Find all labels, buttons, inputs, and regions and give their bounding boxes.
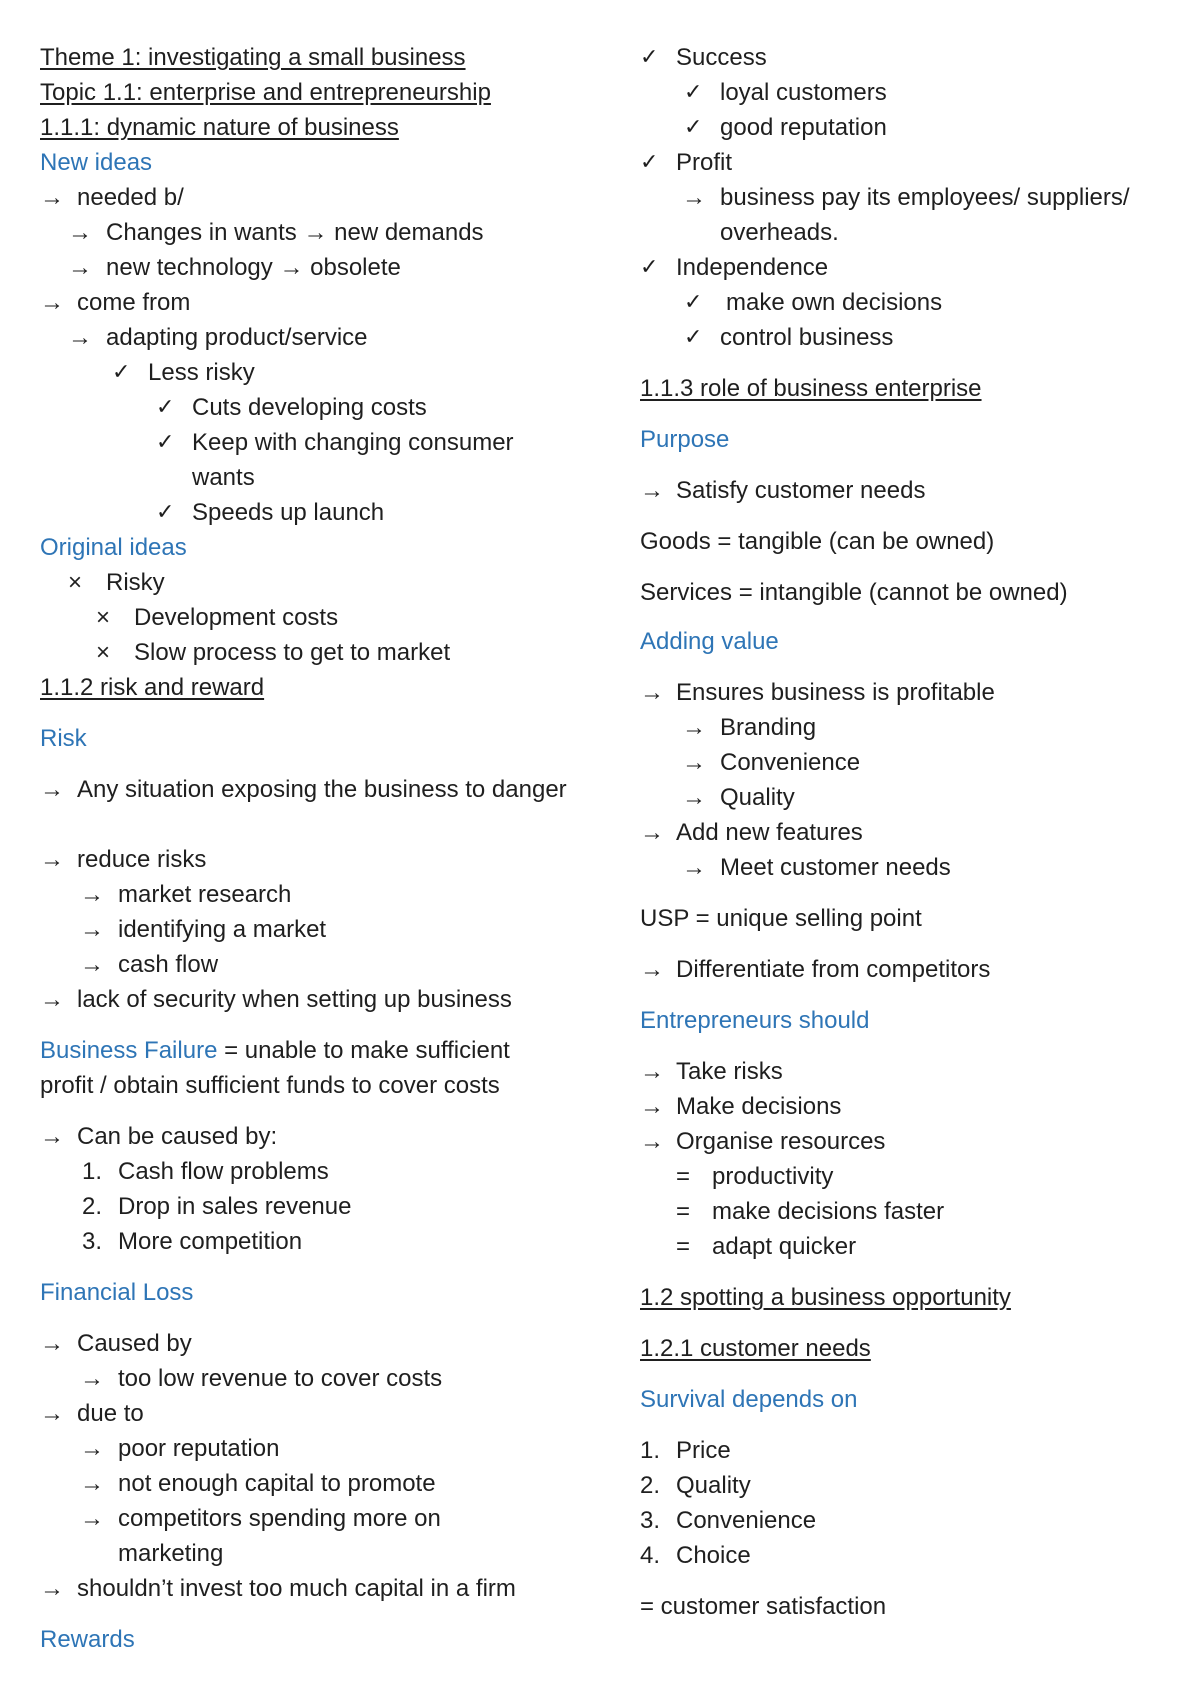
numbered-item: 2. Quality bbox=[640, 1472, 751, 1499]
numbered-item: 3. Convenience bbox=[640, 1507, 817, 1534]
theme-heading: Theme 1: investigating a small business bbox=[40, 44, 466, 71]
list-item: → competitors spending more on marketing bbox=[40, 1501, 600, 1571]
purpose-heading: Purpose bbox=[640, 426, 730, 453]
arrow-icon: → bbox=[80, 1365, 104, 1392]
list-item: → Caused by bbox=[40, 1326, 600, 1361]
list-item: → market research bbox=[40, 877, 600, 912]
list-item: → Can be caused by: bbox=[40, 1119, 600, 1154]
numbered-item: 1. Cash flow problems bbox=[82, 1158, 329, 1185]
services-definition: Services = intangible (cannot be owned) bbox=[640, 579, 1068, 606]
list-item: ✓ Profit bbox=[640, 145, 1180, 180]
rewards-heading: Rewards bbox=[40, 1626, 135, 1653]
list-item: → Ensures business is profitable bbox=[640, 675, 1180, 710]
list-item: ✓ Independence bbox=[640, 250, 1180, 285]
list-item: → not enough capital to promote bbox=[40, 1466, 600, 1501]
list-item: → cash flow bbox=[40, 947, 600, 982]
survival-heading: Survival depends on bbox=[640, 1386, 858, 1413]
arrow-icon: → bbox=[68, 254, 92, 281]
list-item: × Development costs bbox=[40, 600, 600, 635]
check-icon: ✓ bbox=[640, 150, 659, 175]
risk-heading: Risk bbox=[40, 725, 87, 752]
list-item: ✓ Success bbox=[640, 40, 1180, 75]
list-item: → Meet customer needs bbox=[640, 850, 1180, 885]
list-item: → shouldn’t invest too much capital in a firm bbox=[40, 1571, 600, 1606]
section-111-heading: 1.1.1: dynamic nature of business bbox=[40, 114, 399, 141]
list-item: ✓ Less risky bbox=[40, 355, 600, 390]
arrow-icon: → bbox=[640, 477, 664, 504]
arrow-icon: → bbox=[40, 289, 64, 316]
entrepreneurs-heading: Entrepreneurs should bbox=[640, 1007, 870, 1034]
customer-satisfaction-note: = customer satisfaction bbox=[640, 1593, 887, 1620]
list-item: → Make decisions bbox=[640, 1089, 1180, 1124]
list-item: × Risky bbox=[40, 565, 600, 600]
arrow-icon: → bbox=[40, 986, 64, 1013]
business-failure-definition-cont: profit / obtain sufficient funds to cover costs bbox=[40, 1072, 500, 1099]
section-113-heading: 1.1.3 role of business enterprise bbox=[640, 375, 982, 402]
adding-value-heading: Adding value bbox=[640, 628, 779, 655]
arrow-icon: → bbox=[640, 1128, 664, 1155]
arrow-icon: → bbox=[80, 916, 104, 943]
arrow-icon: → bbox=[80, 951, 104, 978]
list-item: → Any situation exposing the business to danger bbox=[40, 772, 600, 842]
new-ideas-heading: New ideas bbox=[40, 149, 153, 176]
arrow-icon: → bbox=[682, 854, 706, 881]
usp-definition: USP = unique selling point bbox=[640, 905, 922, 932]
list-item: ✓ good reputation bbox=[640, 110, 1180, 145]
list-item: = adapt quicker bbox=[640, 1229, 1180, 1264]
list-item: → identifying a market bbox=[40, 912, 600, 947]
original-ideas-heading: Original ideas bbox=[40, 534, 187, 561]
numbered-item: 1. Price bbox=[640, 1437, 731, 1464]
list-item: → Add new features bbox=[640, 815, 1180, 850]
check-icon: ✓ bbox=[156, 500, 175, 525]
arrow-icon: → bbox=[682, 184, 706, 211]
arrow-icon: → bbox=[682, 714, 706, 741]
check-icon: ✓ bbox=[684, 80, 703, 105]
equals-icon: = bbox=[676, 1233, 691, 1260]
list-item: → poor reputation bbox=[40, 1431, 600, 1466]
topic-heading: Topic 1.1: enterprise and entrepreneurship bbox=[40, 79, 491, 106]
check-icon: ✓ bbox=[684, 115, 703, 140]
left-column bbox=[40, 40, 600, 1657]
arrow-icon: → bbox=[40, 1575, 64, 1602]
arrow-icon: → bbox=[80, 1505, 104, 1532]
arrow-icon: → bbox=[682, 784, 706, 811]
list-item: → Branding bbox=[640, 710, 1180, 745]
cross-icon: × bbox=[96, 639, 111, 666]
list-item: → Differentiate from competitors bbox=[640, 952, 1180, 987]
arrow-icon: → bbox=[40, 1400, 64, 1427]
section-121-heading: 1.2.1 customer needs bbox=[640, 1335, 871, 1362]
list-item: ✓ make own decisions bbox=[640, 285, 1180, 320]
list-item: → needed b/ bbox=[40, 180, 600, 215]
section-12-heading: 1.2 spotting a business opportunity bbox=[640, 1284, 1011, 1311]
list-item: ✓ control business bbox=[640, 320, 1180, 355]
section-112-heading: 1.1.2 risk and reward bbox=[40, 674, 265, 701]
arrow-icon: → bbox=[68, 219, 92, 246]
list-item: → Changes in wants → new demands bbox=[40, 215, 600, 250]
arrow-icon: → bbox=[640, 956, 664, 983]
arrow-icon: → bbox=[640, 1058, 664, 1085]
arrow-icon: → bbox=[80, 1435, 104, 1462]
list-item: = make decisions faster bbox=[640, 1194, 1180, 1229]
list-item: → business pay its employees/ suppliers/ overheads. bbox=[640, 180, 1180, 250]
arrow-icon: → bbox=[682, 749, 706, 776]
numbered-item: 4. Choice bbox=[640, 1542, 751, 1569]
arrow-icon: → bbox=[640, 1093, 664, 1120]
cross-icon: × bbox=[96, 604, 111, 631]
arrow-icon: → bbox=[40, 846, 64, 873]
list-item: → lack of security when setting up business bbox=[40, 982, 600, 1017]
business-failure-definition: Business Failure = unable to make sufficient bbox=[40, 1037, 510, 1064]
list-item: → reduce risks bbox=[40, 842, 600, 877]
financial-loss-heading: Financial Loss bbox=[40, 1279, 194, 1306]
list-item: ✓ loyal customers bbox=[640, 75, 1180, 110]
arrow-icon: → bbox=[40, 1330, 64, 1357]
equals-icon: = bbox=[676, 1163, 691, 1190]
check-icon: ✓ bbox=[112, 360, 131, 385]
list-item: → Convenience bbox=[640, 745, 1180, 780]
equals-icon: = bbox=[676, 1198, 691, 1225]
list-item: ✓ Speeds up launch bbox=[40, 495, 600, 530]
arrow-icon: → bbox=[640, 679, 664, 706]
check-icon: ✓ bbox=[156, 430, 175, 455]
list-item: → new technology → obsolete bbox=[40, 250, 600, 285]
check-icon: ✓ bbox=[640, 255, 659, 280]
check-icon: ✓ bbox=[684, 290, 703, 315]
right-column bbox=[640, 40, 1180, 1624]
arrow-icon: → bbox=[80, 881, 104, 908]
list-item: → too low revenue to cover costs bbox=[40, 1361, 600, 1396]
arrow-icon: → bbox=[40, 776, 64, 803]
numbered-item: 2. Drop in sales revenue bbox=[82, 1193, 352, 1220]
arrow-icon: → bbox=[40, 1123, 64, 1150]
arrow-icon: → bbox=[68, 324, 92, 351]
arrow-icon: → bbox=[80, 1470, 104, 1497]
list-item: ✓ Cuts developing costs bbox=[40, 390, 600, 425]
list-item: ✓ Keep with changing consumer wants bbox=[40, 425, 600, 495]
list-item: → come from bbox=[40, 285, 600, 320]
list-item: → due to bbox=[40, 1396, 600, 1431]
list-item: → Quality bbox=[640, 780, 1180, 815]
list-item: → adapting product/service bbox=[40, 320, 600, 355]
check-icon: ✓ bbox=[640, 45, 659, 70]
check-icon: ✓ bbox=[156, 395, 175, 420]
list-item: → Satisfy customer needs bbox=[640, 473, 1180, 508]
list-item: → Organise resources bbox=[640, 1124, 1180, 1159]
list-item: = productivity bbox=[640, 1159, 1180, 1194]
list-item: → Take risks bbox=[640, 1054, 1180, 1089]
goods-definition: Goods = tangible (can be owned) bbox=[640, 528, 995, 555]
list-item: × Slow process to get to market bbox=[40, 635, 600, 670]
arrow-icon: → bbox=[640, 819, 664, 846]
cross-icon: × bbox=[68, 569, 83, 596]
business-failure-term: Business Failure bbox=[40, 1037, 218, 1064]
arrow-icon: → bbox=[40, 184, 64, 211]
numbered-item: 3. More competition bbox=[82, 1228, 303, 1255]
check-icon: ✓ bbox=[684, 325, 703, 350]
